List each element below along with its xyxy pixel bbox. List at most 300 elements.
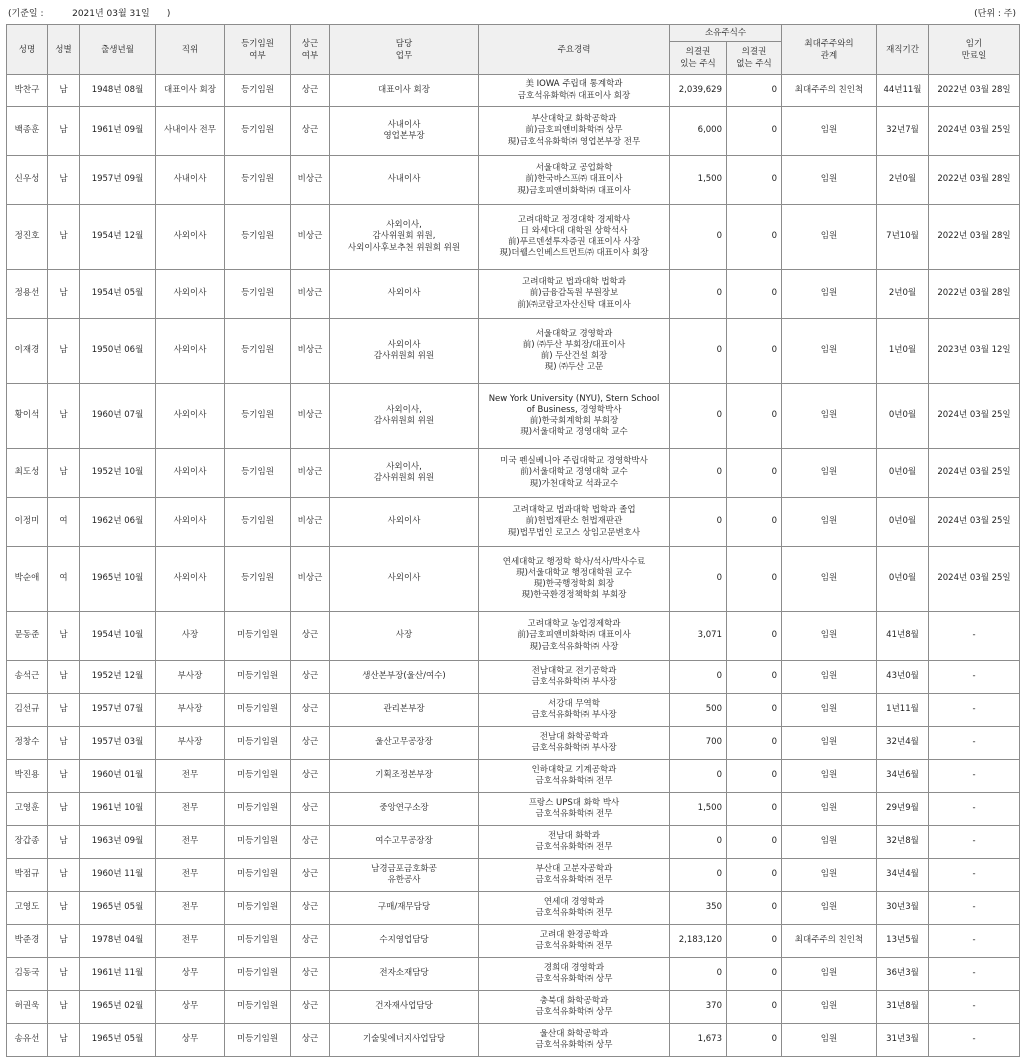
career-cell (479, 727, 670, 760)
voting-shares-cell: 0 (670, 270, 727, 319)
voting-shares-cell: 0 (670, 498, 727, 547)
nonvoting-shares-cell: 0 (727, 793, 782, 826)
voting-shares-cell: 0 (670, 661, 727, 694)
career-cell-line: 前)서울대학교 경영대학 교수 (520, 467, 628, 478)
position-cell: 사내이사 (156, 156, 225, 205)
career-cell (479, 925, 670, 958)
duty-cell-line: 건자재사업담당 (375, 1001, 433, 1012)
career-cell (479, 205, 670, 270)
career-cell-line: 인하대학교 기계공학과 (531, 764, 617, 775)
duty-cell-line: 유한공사 (387, 875, 421, 885)
voting-shares-cell: 0 (670, 859, 727, 892)
registered-cell: 미등기임원 (225, 694, 291, 727)
registered-cell: 등기임원 (225, 547, 291, 612)
table-row (7, 694, 1020, 727)
nonvoting-shares-cell: 0 (727, 75, 782, 107)
relation-cell: 임원 (782, 958, 877, 991)
career-cell-line: 전남대 화학공학과 (539, 731, 609, 742)
gender-cell: 남 (48, 205, 80, 270)
duty-cell (330, 270, 479, 319)
nonvoting-shares-cell: 0 (727, 859, 782, 892)
career-cell-line: 금호석유화학㈜ 전무 (535, 842, 613, 852)
career-cell (479, 694, 670, 727)
duty-cell-line: 수지영업담당 (379, 935, 429, 946)
birth-cell: 1952년 10월 (80, 449, 156, 498)
voting-shares-cell: 0 (670, 205, 727, 270)
duty-cell-line: 남경금포금호화공 (371, 863, 437, 874)
relation-cell: 최대주주의 친인척 (782, 75, 877, 107)
career-cell-line: 금호석유화학㈜ 상무 (535, 1007, 613, 1017)
career-cell-line: 전남대 화학과 (548, 830, 600, 841)
fulltime-cell: 상근 (291, 991, 330, 1024)
career-cell (479, 75, 670, 107)
career-cell-line: 서강대 무역학 (548, 698, 600, 709)
term-end-cell: - (929, 991, 1020, 1024)
relation-cell: 임원 (782, 612, 877, 661)
gender-cell: 남 (48, 991, 80, 1024)
duty-cell-line: 생산본부장(울산/여수) (362, 671, 446, 682)
relation-cell: 임원 (782, 107, 877, 156)
name-cell: 백종훈 (7, 107, 48, 156)
name-cell: 정진호 (7, 205, 48, 270)
header-gender: 성별 (48, 25, 80, 75)
position-cell: 사장 (156, 612, 225, 661)
career-cell-line: 부산대 고분자공학과 (535, 863, 613, 874)
career-cell-line: 서울대학교 공업화학 (535, 163, 613, 174)
term-end-cell: 2024년 03월 25일 (929, 547, 1020, 612)
header-fulltime: 상근 여부 (291, 25, 330, 75)
voting-shares-cell: 6,000 (670, 107, 727, 156)
gender-cell: 남 (48, 156, 80, 205)
career-cell-line: 고려대학교 법과대학 법학과 졸업 (512, 505, 636, 516)
career-cell-line: 現)가천대학교 석좌교수 (529, 478, 619, 489)
name-cell: 최도성 (7, 449, 48, 498)
nonvoting-shares-cell: 0 (727, 449, 782, 498)
career-cell-line: 現)금호석유화학㈜ 사장 (529, 641, 619, 652)
duty-cell-line: 중앙연구소장 (379, 803, 429, 814)
tenure-cell: 34년4월 (877, 859, 929, 892)
registered-cell: 미등기임원 (225, 727, 291, 760)
position-cell: 상무 (156, 958, 225, 991)
tenure-cell: 13년5월 (877, 925, 929, 958)
gender-cell: 남 (48, 270, 80, 319)
tenure-cell: 32년8월 (877, 826, 929, 859)
career-cell (479, 991, 670, 1024)
name-cell: 장갑종 (7, 826, 48, 859)
tenure-cell: 36년3월 (877, 958, 929, 991)
term-end-cell: 2022년 03월 28일 (929, 205, 1020, 270)
duty-cell (330, 793, 479, 826)
registered-cell: 미등기임원 (225, 826, 291, 859)
voting-shares-cell: 3,071 (670, 612, 727, 661)
gender-cell: 여 (48, 547, 80, 612)
gender-cell: 남 (48, 958, 80, 991)
duty-cell-line: 울산고무공장장 (375, 737, 433, 748)
career-cell-line: 現)법무법인 로고스 상임고문변호사 (507, 527, 641, 538)
term-end-cell: 2024년 03월 25일 (929, 384, 1020, 449)
duty-cell-line: 사외이사 (387, 339, 421, 350)
registered-cell: 미등기임원 (225, 1024, 291, 1057)
voting-shares-cell: 370 (670, 991, 727, 1024)
term-end-cell: 2024년 03월 25일 (929, 498, 1020, 547)
career-cell-line: 前)금호피앤비화학㈜ 대표이사 (517, 630, 631, 641)
duty-cell (330, 449, 479, 498)
duty-cell (330, 384, 479, 449)
position-cell: 상무 (156, 1024, 225, 1057)
career-cell-line: 울산대 화학공학과 (539, 1028, 609, 1039)
name-cell: 송유선 (7, 1024, 48, 1057)
career-cell (479, 384, 670, 449)
duty-cell-line: 기술및에너지사업담당 (362, 1034, 446, 1045)
birth-cell: 1954년 05월 (80, 270, 156, 319)
nonvoting-shares-cell: 0 (727, 498, 782, 547)
career-cell (479, 892, 670, 925)
tenure-cell: 0년0월 (877, 384, 929, 449)
executives-table (6, 24, 1020, 1057)
birth-cell: 1963년 09월 (80, 826, 156, 859)
voting-shares-cell: 0 (670, 958, 727, 991)
relation-cell: 임원 (782, 760, 877, 793)
relation-cell: 임원 (782, 319, 877, 384)
nonvoting-shares-cell: 0 (727, 694, 782, 727)
term-end-cell: 2022년 03월 28일 (929, 270, 1020, 319)
gender-cell: 남 (48, 826, 80, 859)
career-cell (479, 270, 670, 319)
gender-cell: 남 (48, 612, 80, 661)
table-row (7, 661, 1020, 694)
table-row (7, 1024, 1020, 1057)
birth-cell: 1957년 09월 (80, 156, 156, 205)
career-cell-line: 고려대학교 법과대학 법학과 (522, 277, 626, 288)
duty-cell-line: 감사위원회 위원 (373, 473, 435, 483)
name-cell: 정용선 (7, 270, 48, 319)
duty-cell (330, 859, 479, 892)
career-cell (479, 1024, 670, 1057)
position-cell: 사외이사 (156, 384, 225, 449)
fulltime-cell: 상근 (291, 892, 330, 925)
birth-cell: 1965년 10월 (80, 547, 156, 612)
position-cell: 전무 (156, 793, 225, 826)
career-cell-line: 금호석유화학㈜ 상무 (535, 974, 613, 984)
relation-cell: 임원 (782, 1024, 877, 1057)
career-cell-line: 現)금호석유화학㈜ 영업본부장 전무 (507, 136, 641, 147)
career-cell-line: 전남대학교 전기공학과 (531, 665, 617, 676)
duty-cell-line: 사외이사, (386, 220, 422, 231)
term-end-cell: 2022년 03월 28일 (929, 75, 1020, 107)
fulltime-cell: 상근 (291, 694, 330, 727)
registered-cell: 등기임원 (225, 75, 291, 107)
birth-cell: 1965년 02월 (80, 991, 156, 1024)
duty-cell-line: 구매/재무담당 (377, 902, 431, 913)
tenure-cell: 34년6월 (877, 760, 929, 793)
position-cell: 전무 (156, 892, 225, 925)
duty-cell (330, 661, 479, 694)
duty-cell-line: 사내이사 (387, 174, 421, 185)
gender-cell: 남 (48, 727, 80, 760)
header-term-end: 임기 만료일 (929, 25, 1020, 75)
duty-cell-line: 기획조정본부장 (375, 770, 433, 781)
tenure-cell: 0년0월 (877, 498, 929, 547)
career-cell-line: New York University (NYU), Stern School (488, 393, 660, 404)
career-cell-line: 고려대학교 정경대학 경제학사 (517, 214, 631, 225)
table-row (7, 547, 1020, 612)
duty-cell (330, 547, 479, 612)
table-row (7, 760, 1020, 793)
tenure-cell: 41년8월 (877, 612, 929, 661)
duty-cell-line: 사외이사, (386, 404, 422, 415)
header-career: 주요경력 (479, 25, 670, 75)
name-cell: 고영훈 (7, 793, 48, 826)
duty-cell-line: 감사위원회 위원, (372, 231, 436, 242)
voting-shares-cell: 1,500 (670, 793, 727, 826)
table-row (7, 156, 1020, 205)
term-end-cell: - (929, 958, 1020, 991)
fulltime-cell: 상근 (291, 958, 330, 991)
table-row (7, 449, 1020, 498)
career-cell-line: 금호석유화학㈜ 부사장 (531, 710, 617, 720)
nonvoting-shares-cell: 0 (727, 319, 782, 384)
career-cell (479, 107, 670, 156)
gender-cell: 남 (48, 319, 80, 384)
duty-cell (330, 205, 479, 270)
career-cell (479, 156, 670, 205)
gender-cell: 남 (48, 760, 80, 793)
relation-cell: 임원 (782, 270, 877, 319)
duty-cell-line: 사외이사 (387, 516, 421, 527)
registered-cell: 등기임원 (225, 449, 291, 498)
nonvoting-shares-cell: 0 (727, 925, 782, 958)
header-duty: 담당 업무 (330, 25, 479, 75)
birth-cell: 1954년 10월 (80, 612, 156, 661)
fulltime-cell: 상근 (291, 107, 330, 156)
career-cell-line: 서울대학교 경영학과 (535, 328, 613, 339)
career-cell-line: 美 IOWA 주립대 통계학과 (525, 79, 623, 90)
relation-cell: 임원 (782, 694, 877, 727)
duty-cell (330, 107, 479, 156)
career-cell (479, 612, 670, 661)
name-cell: 박점규 (7, 859, 48, 892)
nonvoting-shares-cell: 0 (727, 958, 782, 991)
table-row (7, 793, 1020, 826)
term-end-cell: 2023년 03월 12일 (929, 319, 1020, 384)
relation-cell: 임원 (782, 498, 877, 547)
term-end-cell: - (929, 892, 1020, 925)
fulltime-cell: 비상근 (291, 156, 330, 205)
birth-cell: 1957년 03월 (80, 727, 156, 760)
name-cell: 신우성 (7, 156, 48, 205)
nonvoting-shares-cell: 0 (727, 826, 782, 859)
career-cell (479, 793, 670, 826)
career-cell-line: 日 와세다대 대학원 상학석사 (520, 225, 628, 236)
nonvoting-shares-cell: 0 (727, 892, 782, 925)
header-position: 직위 (156, 25, 225, 75)
term-end-cell: - (929, 612, 1020, 661)
duty-cell (330, 892, 479, 925)
relation-cell: 임원 (782, 384, 877, 449)
gender-cell: 남 (48, 661, 80, 694)
career-cell (479, 826, 670, 859)
gender-cell: 남 (48, 107, 80, 156)
relation-cell: 임원 (782, 892, 877, 925)
nonvoting-shares-cell: 0 (727, 107, 782, 156)
career-cell-line: 前)헌법재판소 헌법재판관 (525, 516, 623, 527)
name-cell: 박찬구 (7, 75, 48, 107)
position-cell: 전무 (156, 859, 225, 892)
tenure-cell: 31년8월 (877, 991, 929, 1024)
duty-cell-line: 사내이사 (387, 119, 421, 130)
voting-shares-cell: 2,183,120 (670, 925, 727, 958)
duty-cell-line: 사외이사 (387, 573, 421, 584)
fulltime-cell: 상근 (291, 925, 330, 958)
birth-cell: 1960년 01월 (80, 760, 156, 793)
tenure-cell: 31년3월 (877, 1024, 929, 1057)
gender-cell: 남 (48, 384, 80, 449)
table-row (7, 205, 1020, 270)
fulltime-cell: 상근 (291, 793, 330, 826)
fulltime-cell: 상근 (291, 826, 330, 859)
executives-body (7, 75, 1020, 1057)
career-cell-line: 現)더웰스인베스트먼트㈜ 대표이사 회장 (499, 248, 649, 259)
relation-cell: 임원 (782, 205, 877, 270)
career-cell-line: 충북대 화학공학과 (539, 995, 609, 1006)
birth-cell: 1960년 11월 (80, 859, 156, 892)
term-end-cell: 2022년 03월 28일 (929, 156, 1020, 205)
nonvoting-shares-cell: 0 (727, 760, 782, 793)
registered-cell: 등기임원 (225, 156, 291, 205)
relation-cell: 임원 (782, 449, 877, 498)
tenure-cell: 2년0월 (877, 270, 929, 319)
birth-cell: 1978년 04월 (80, 925, 156, 958)
tenure-cell: 2년0월 (877, 156, 929, 205)
career-cell-line: 고려대 환경공학과 (539, 929, 609, 940)
term-end-cell: 2024년 03월 25일 (929, 107, 1020, 156)
table-row (7, 612, 1020, 661)
career-cell-line: of Business, 경영학박사 (526, 404, 622, 415)
position-cell: 부사장 (156, 694, 225, 727)
birth-cell: 1965년 05월 (80, 892, 156, 925)
registered-cell: 등기임원 (225, 498, 291, 547)
registered-cell: 미등기임원 (225, 793, 291, 826)
career-cell-line: 現)금호피앤비화학㈜ 대표이사 (517, 185, 631, 196)
relation-cell: 임원 (782, 661, 877, 694)
tenure-cell: 1년0월 (877, 319, 929, 384)
duty-cell (330, 727, 479, 760)
position-cell: 부사장 (156, 661, 225, 694)
gender-cell: 남 (48, 75, 80, 107)
table-row (7, 958, 1020, 991)
relation-cell: 임원 (782, 727, 877, 760)
voting-shares-cell: 0 (670, 547, 727, 612)
duty-cell-line: 사외이사, (386, 461, 422, 472)
fulltime-cell: 상근 (291, 727, 330, 760)
career-cell-line: 연세대학교 행정학 학사/석사/박사수료 (502, 556, 646, 567)
career-cell-line: 금호석유화학㈜ 전무 (535, 809, 613, 819)
birth-cell: 1965년 05월 (80, 1024, 156, 1057)
base-date: (기준일 : 2021년 03월 31일 ) (8, 9, 171, 19)
position-cell: 사내이사 전무 (156, 107, 225, 156)
voting-shares-cell: 700 (670, 727, 727, 760)
fulltime-cell: 비상근 (291, 449, 330, 498)
header-voting: 의결권 있는 주식 (670, 42, 727, 75)
registered-cell: 미등기임원 (225, 991, 291, 1024)
table-row (7, 319, 1020, 384)
duty-cell-line: 사외이사후보추천 위원회 위원 (347, 242, 461, 253)
nonvoting-shares-cell: 0 (727, 612, 782, 661)
fulltime-cell: 상근 (291, 760, 330, 793)
career-cell-line: 前)한국회계학회 부회장 (529, 416, 619, 426)
gender-cell: 남 (48, 793, 80, 826)
voting-shares-cell: 1,673 (670, 1024, 727, 1057)
position-cell: 사외이사 (156, 498, 225, 547)
table-row (7, 270, 1020, 319)
career-cell-line: 現)한국환경정책학회 부회장 (521, 590, 627, 601)
tenure-cell: 32년4월 (877, 727, 929, 760)
relation-cell: 임원 (782, 859, 877, 892)
career-cell-line: 금호석유화학㈜ 전무 (535, 776, 613, 786)
table-row (7, 107, 1020, 156)
duty-cell-line: 여수고무공장장 (375, 836, 433, 847)
duty-cell (330, 991, 479, 1024)
career-cell-line: 금호석유화학㈜ 전무 (535, 875, 613, 885)
career-cell-line: 고려대학교 농업경제학과 (527, 619, 621, 630)
name-cell: 박준경 (7, 925, 48, 958)
career-cell (479, 958, 670, 991)
birth-cell: 1954년 12월 (80, 205, 156, 270)
career-cell-line: 금호석유화학㈜ 부사장 (531, 677, 617, 687)
career-cell-line: 금호석유화학㈜ 상무 (535, 1040, 613, 1050)
position-cell: 대표이사 회장 (156, 75, 225, 107)
career-cell-line: 現) ㈜두산 고문 (544, 362, 604, 373)
birth-cell: 1961년 11월 (80, 958, 156, 991)
birth-cell: 1960년 07월 (80, 384, 156, 449)
position-cell: 사외이사 (156, 319, 225, 384)
tenure-cell: 43년0월 (877, 661, 929, 694)
registered-cell: 등기임원 (225, 270, 291, 319)
header-birth: 출생년월 (80, 25, 156, 75)
career-cell-line: 前)푸르덴셜투자증권 대표이사 사장 (507, 237, 641, 247)
career-cell (479, 760, 670, 793)
duty-cell (330, 958, 479, 991)
career-cell (479, 449, 670, 498)
position-cell: 전무 (156, 925, 225, 958)
voting-shares-cell: 500 (670, 694, 727, 727)
nonvoting-shares-cell: 0 (727, 1024, 782, 1057)
table-row (7, 727, 1020, 760)
career-cell-line: 프랑스 UPS대 화학 박사 (528, 797, 620, 808)
nonvoting-shares-cell: 0 (727, 270, 782, 319)
gender-cell: 남 (48, 925, 80, 958)
fulltime-cell: 비상근 (291, 205, 330, 270)
name-cell: 허권욱 (7, 991, 48, 1024)
tenure-cell: 32년7월 (877, 107, 929, 156)
tenure-cell: 44년11월 (877, 75, 929, 107)
position-cell: 사외이사 (156, 205, 225, 270)
header-nonvoting: 의결권 없는 주식 (727, 42, 782, 75)
nonvoting-shares-cell: 0 (727, 727, 782, 760)
nonvoting-shares-cell: 0 (727, 547, 782, 612)
voting-shares-cell: 1,500 (670, 156, 727, 205)
duty-cell (330, 760, 479, 793)
fulltime-cell: 비상근 (291, 384, 330, 449)
fulltime-cell: 비상근 (291, 319, 330, 384)
position-cell: 전무 (156, 826, 225, 859)
duty-cell-line: 관리본부장 (383, 704, 425, 715)
fulltime-cell: 상근 (291, 859, 330, 892)
career-cell (479, 498, 670, 547)
name-cell: 이정미 (7, 498, 48, 547)
duty-cell-line: 영업본부장 (383, 131, 425, 141)
career-cell-line: 부산대학교 화학공학과 (531, 114, 617, 125)
